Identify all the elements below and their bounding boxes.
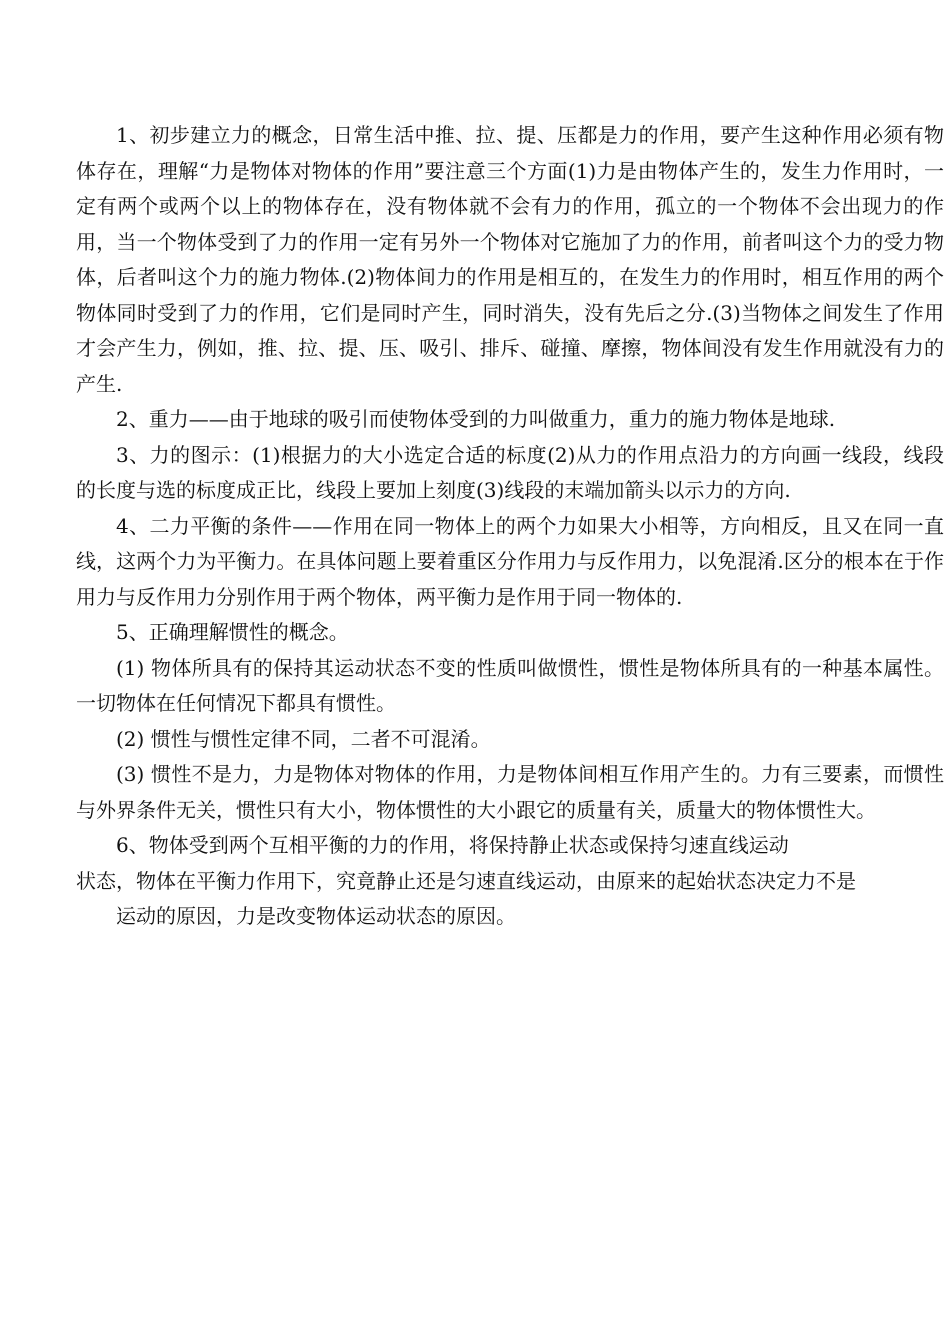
paragraph-inertia-heading: 5、正确理解惯性的概念。 bbox=[116, 620, 349, 644]
paragraph-balanced-forces-line-1: 6、物体受到两个互相平衡的力的作用，将保持静止状态或保持匀速直线运动 bbox=[116, 833, 789, 857]
document-body bbox=[76, 118, 944, 935]
paragraph-balanced-forces-line-3: 运动的原因，力是改变物体运动状态的原因。 bbox=[116, 904, 516, 928]
paragraph-inertia-point-3: (3) 惯性不是力，力是物体对物体的作用，力是物体间相互作用产生的。力有三要素，而惯性与外界条件无关，惯性只有大小，物体惯性的大小跟它的质量有关，质量大的物体惯性大。 bbox=[76, 762, 944, 822]
paragraph-inertia-point-1: (1) 物体所具有的保持其运动状态不变的性质叫做惯性，惯性是物体所具有的一种基本属性。一切物体在任何情况下都具有惯性。 bbox=[76, 655, 944, 715]
paragraph-balanced-forces-line-2: 状态，物体在平衡力作用下，究竟静止还是匀速直线运动，由原来的起始状态决定力不是 bbox=[76, 868, 856, 893]
paragraph-inertia-point-2: (2) 惯性与惯性定律不同，二者不可混淆。 bbox=[116, 726, 491, 751]
paragraph-force-concept: 1、初步建立力的概念，日常生活中推、拉、提、压都是力的作用，要产生这种作用必须有物体存在，理解“力是物体对物体的作用”要注意三个方面(1)力是由物体产生的，发生力作用时，一定有两个或两个以上的物体存在，没有物体就不会有力的作用，孤立的一个物体不会出现力的作用，当一个物体受到了力的作用一定有另外一个物体对它施加了力的作用，前者叫这个力的受力物体，后者叫这个力的施力物体.(2)物体间力的作用是相互的，在发生力的作用时，相互作用的两个物体同时受到了力的作用，它们是同时产生，同时消失，没有先后之分.(3)当物体之间发生了作用才会产生力，例如，推、拉、提、压、吸引、排斥、碰撞、摩擦，物体间没有发生作用就没有力的产生. bbox=[76, 123, 944, 396]
paragraph-force-diagram: 3、力的图示：(1)根据力的大小选定合适的标度(2)从力的作用点沿力的方向画一线段，线段的长度与选的标度成正比，线段上要加上刻度(3)线段的末端加箭头以示力的方向. bbox=[76, 442, 944, 502]
paragraph-gravity: 2、重力——由于地球的吸引而使物体受到的力叫做重力，重力的施力物体是地球. bbox=[116, 407, 836, 431]
paragraph-equilibrium: 4、二力平衡的条件——作用在同一物体上的两个力如果大小相等，方向相反，且又在同一直线，这两个力为平衡力。在具体问题上要着重区分作用力与反作用力，以免混淆.区分的根本在于作用力与反作用力分别作用于两个物体，两平衡力是作用于同一物体的. bbox=[76, 513, 944, 609]
